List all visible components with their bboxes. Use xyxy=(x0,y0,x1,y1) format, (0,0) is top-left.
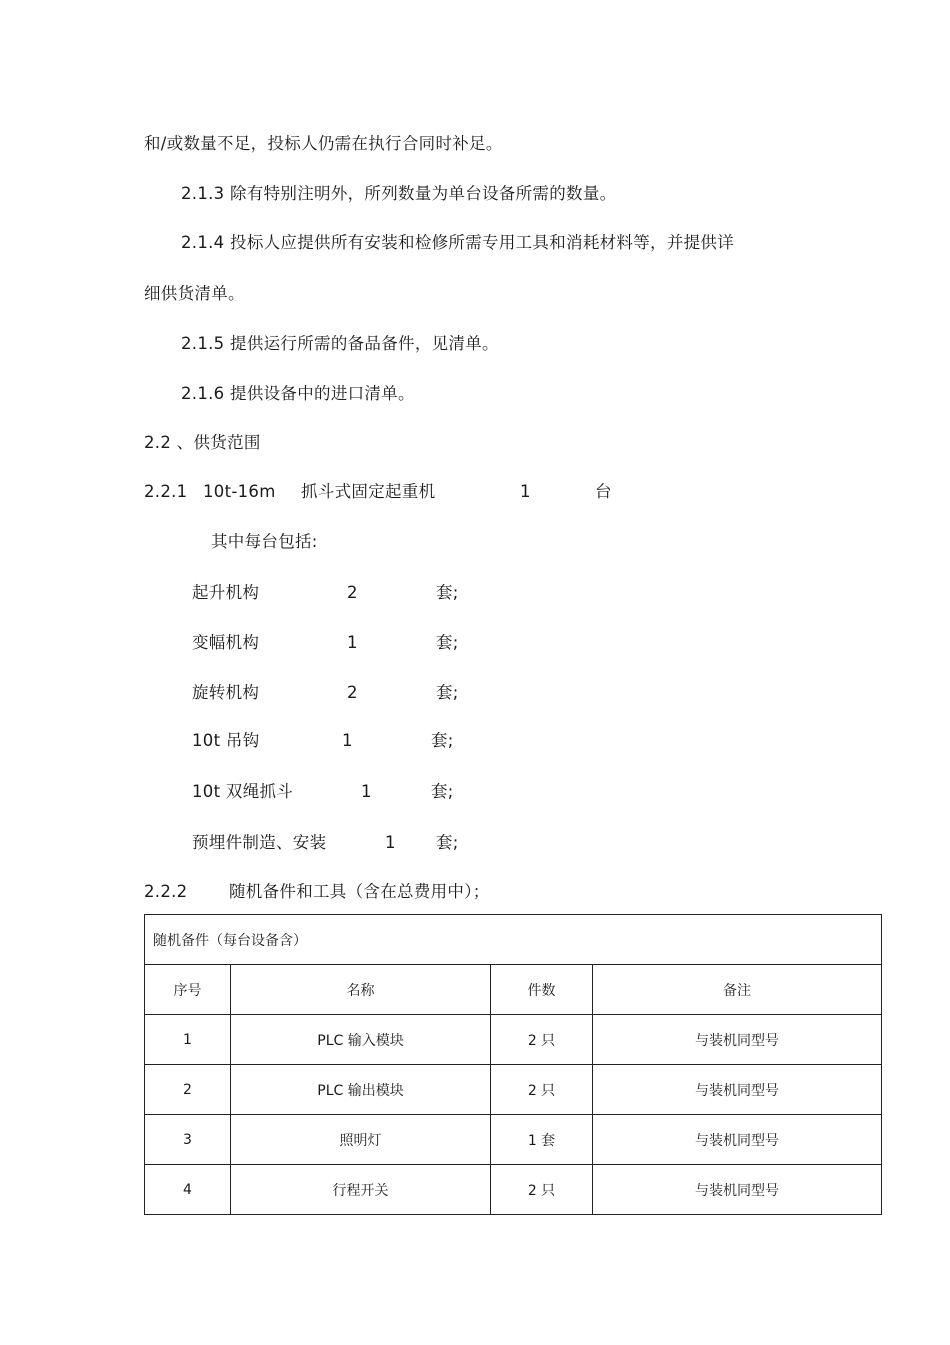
cell-qty: 1 套 xyxy=(491,1115,593,1165)
component-name: 起升机构 xyxy=(192,583,260,602)
component-unit: 套; xyxy=(436,683,459,702)
spares-number: 2.2.2 xyxy=(144,882,188,901)
cell-index: 2 xyxy=(145,1065,231,1115)
component-name: 预埋件制造、安装 xyxy=(192,833,327,852)
header-cell-qty: 件数 xyxy=(491,965,593,1015)
cell-index: 3 xyxy=(145,1115,231,1165)
header-cell-name: 名称 xyxy=(231,965,491,1015)
cell-index: 1 xyxy=(145,1015,231,1065)
component-qty: 1 xyxy=(347,633,358,652)
component-qty: 1 xyxy=(361,782,372,801)
spares-table xyxy=(144,914,882,1215)
table-row xyxy=(145,1165,882,1215)
component-name: 旋转机构 xyxy=(192,683,260,702)
cell-remark: 与装机同型号 xyxy=(593,1065,882,1115)
component-unit: 套; xyxy=(436,583,459,602)
component-qty: 1 xyxy=(385,833,396,852)
cell-qty: 2 只 xyxy=(491,1165,593,1215)
cell-remark: 与装机同型号 xyxy=(593,1165,882,1215)
cell-remark: 与装机同型号 xyxy=(593,1115,882,1165)
clause-2-1-5: 2.1.5 提供运行所需的备品备件，见清单。 xyxy=(181,334,499,353)
component-name: 变幅机构 xyxy=(192,633,260,652)
section-heading: 2.2 、供货范围 xyxy=(144,433,261,452)
cell-index: 4 xyxy=(145,1165,231,1215)
component-qty: 2 xyxy=(347,683,358,702)
component-unit: 套; xyxy=(436,633,459,652)
table-row xyxy=(145,1065,882,1115)
spares-table-wrapper xyxy=(144,914,881,1215)
cell-qty: 2 只 xyxy=(491,1015,593,1065)
cell-remark: 与装机同型号 xyxy=(593,1015,882,1065)
supply-spec: 10t-16m xyxy=(203,482,276,501)
includes-label: 其中每台包括: xyxy=(211,532,318,551)
paragraph-continuation: 和/或数量不足，投标人仍需在执行合同时补足。 xyxy=(144,134,503,153)
component-name: 10t 吊钩 xyxy=(192,731,260,750)
header-cell-remark: 备注 xyxy=(593,965,882,1015)
clause-2-1-4: 2.1.4 投标人应提供所有安装和检修所需专用工具和消耗材料等，并提供详 xyxy=(181,233,735,252)
clause-2-1-3: 2.1.3 除有特别注明外，所列数量为单台设备所需的数量。 xyxy=(181,184,617,203)
supply-unit: 台 xyxy=(595,482,612,501)
clause-2-1-4-continuation: 细供货清单。 xyxy=(144,284,245,303)
component-qty: 2 xyxy=(347,583,358,602)
table-row xyxy=(145,1115,882,1165)
component-unit: 套; xyxy=(431,731,454,750)
table-caption: 随机备件（每台设备含） xyxy=(145,915,882,965)
table-caption-row xyxy=(145,915,882,965)
cell-name: 照明灯 xyxy=(231,1115,491,1165)
table-header-row xyxy=(145,965,882,1015)
header-cell-index: 序号 xyxy=(145,965,231,1015)
spares-title: 随机备件和工具（含在总费用中）； xyxy=(229,882,490,901)
supply-name: 抓斗式固定起重机 xyxy=(301,482,436,501)
cell-name: PLC 输入模块 xyxy=(231,1015,491,1065)
component-name: 10t 双绳抓斗 xyxy=(192,782,294,801)
cell-name: 行程开关 xyxy=(231,1165,491,1215)
component-unit: 套; xyxy=(436,833,459,852)
cell-name: PLC 输出模块 xyxy=(231,1065,491,1115)
supply-qty: 1 xyxy=(520,482,531,501)
component-unit: 套; xyxy=(431,782,454,801)
table-row xyxy=(145,1015,882,1065)
supply-number: 2.2.1 xyxy=(144,482,188,501)
clause-2-1-6: 2.1.6 提供设备中的进口清单。 xyxy=(181,384,415,403)
component-qty: 1 xyxy=(342,731,353,750)
cell-qty: 2 只 xyxy=(491,1065,593,1115)
